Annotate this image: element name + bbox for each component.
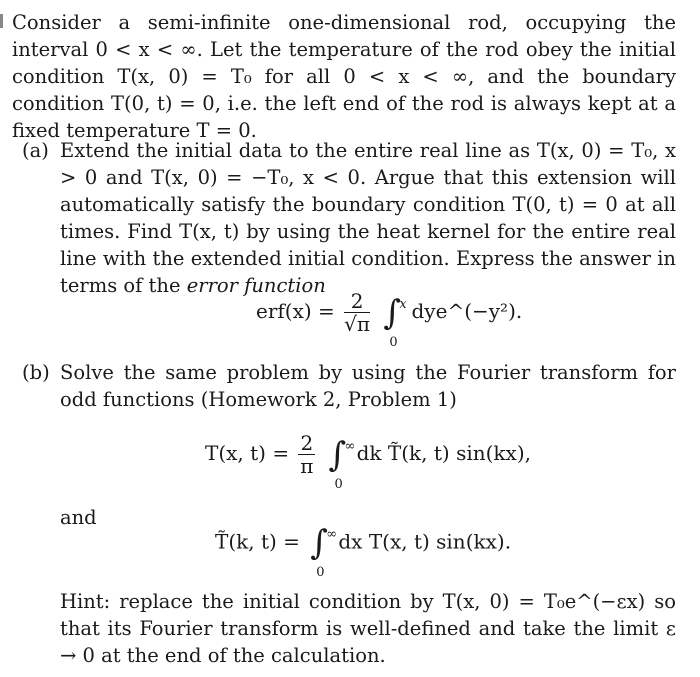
erf-lower-limit: 0 xyxy=(389,334,398,350)
erf-integral-sign: ∫ x 0 xyxy=(383,293,401,333)
part-a-body: Extend the initial data to the entire real line as T(x, 0) = T₀, x > 0 and T(x, 0) = −T₀, x < 0. Argue that this extension will automatically satisfy the boundary condition T(0, t) = 0 at all times. Find T(x, t) by using the heat kernel for the entire real line with the extended initial condition. Express the answer in terms of the xyxy=(60,139,676,297)
intro-paragraph: Consider a semi-infinite one-dimensional rod, occupying the interval 0 < x < ∞. Let the temperature of the rod obey the initial condition T(x, 0) = T₀ for all 0 < x < ∞, and the boundary condition T(0, t) = 0, i.e. the left end of the rod is always kept at a fixed temperature T = 0. xyxy=(12,11,676,142)
transform-lower-limit: 0 xyxy=(316,565,325,580)
fourier-inverse-equation xyxy=(205,431,531,492)
erf-equation xyxy=(256,289,523,350)
part-b-label: (b) xyxy=(22,361,50,384)
erf-lhs: erf(x) = xyxy=(256,299,335,323)
erf-denominator: √π xyxy=(344,312,371,336)
erf-integrand: dye^(−y²). xyxy=(411,299,523,323)
inverse-integrand: dk T̃(k, t) sin(kx), xyxy=(356,441,531,465)
error-function-term: error function xyxy=(186,274,326,297)
hint-paragraph: Hint: replace the initial condition by T(x, 0) = T₀e^(−εx) so that its Fourier transform is well-defined and take the limit ε → 0 at the end of the calculation. xyxy=(60,590,676,667)
inverse-denominator: π xyxy=(300,454,314,478)
page-edge-mark xyxy=(0,14,3,28)
erf-upper-limit: x xyxy=(399,296,407,312)
inverse-fraction xyxy=(298,432,315,477)
erf-fraction xyxy=(344,290,370,335)
inverse-upper-limit: ∞ xyxy=(344,438,356,454)
inverse-integral-sign: ∫ ∞ 0 xyxy=(329,435,347,475)
part-b-text: Solve the same problem by using the Fourier transform for odd functions (Homework 2, Problem 1) xyxy=(60,361,676,411)
transform-integral-sign: ∫ ∞ 0 xyxy=(310,523,328,563)
transform-integrand: dx T(x, t) sin(kx). xyxy=(338,529,512,554)
transform-upper-limit: ∞ xyxy=(326,527,338,542)
inverse-lower-limit: 0 xyxy=(334,476,343,492)
part-a-label: (a) xyxy=(22,139,49,162)
part-a-text xyxy=(60,137,676,299)
and-connector: and xyxy=(60,506,97,529)
fourier-transform-equation xyxy=(215,523,512,580)
transform-lhs: T̃(k, t) = xyxy=(215,529,300,554)
inverse-lhs: T(x, t) = xyxy=(205,441,290,465)
inverse-numerator: 2 xyxy=(300,431,314,455)
erf-numerator: 2 xyxy=(344,290,370,313)
